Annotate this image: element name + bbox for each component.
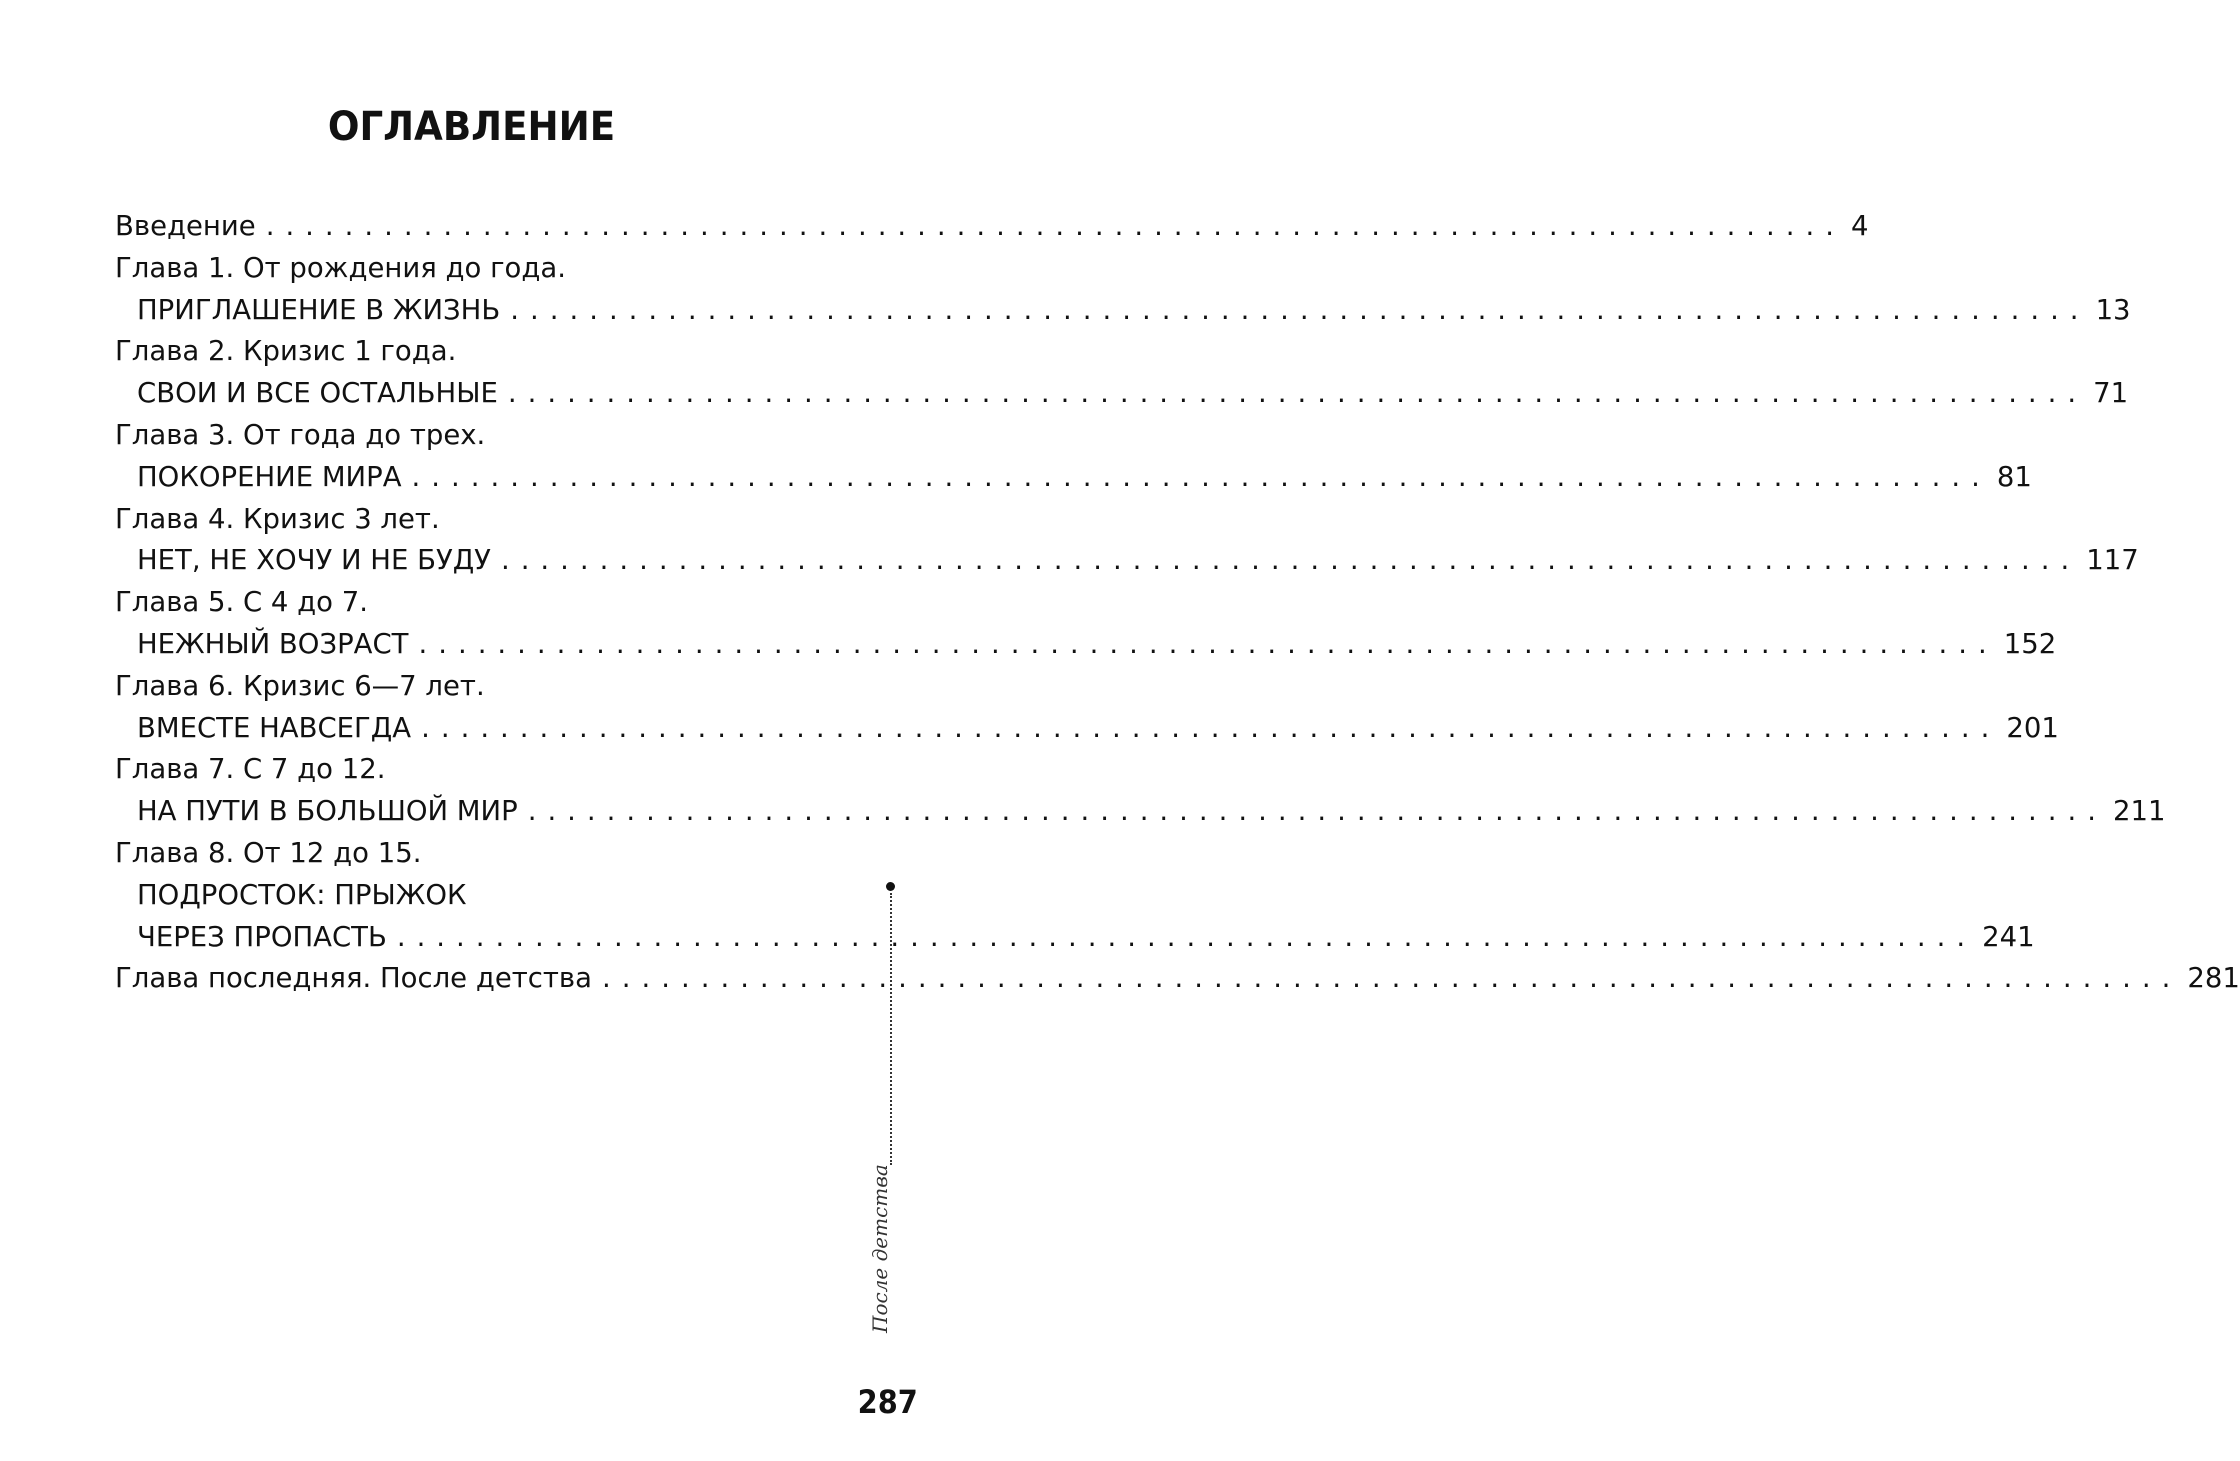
toc-entry [115,958,2240,1000]
toc-entry [115,373,2129,415]
dot-leader: ................................................................................ [527,795,2108,828]
toc-entry [115,290,2131,332]
table-of-contents [115,206,2240,1000]
toc-entry-title: Глава 6. Кризис 6—7 лет. [115,669,485,702]
toc-entry-title: Глава 3. От года до трех. [115,418,486,451]
toc-entry [115,457,2032,499]
dot-leader: ................................................................................ [507,377,2088,410]
toc-entry-page: 13 [2095,293,2131,326]
toc-entry [115,624,2057,666]
toc-entry-page: 281 [2187,962,2240,995]
dot-leader: ................................................................................ [411,460,1991,493]
toc-entry-page: 241 [1982,920,2035,953]
toc-entry [115,749,808,791]
toc-entry [115,206,1869,248]
toc-entry [115,415,808,457]
dot-leader: ................................................................................ [510,293,2090,326]
toc-entry-page: 201 [2006,711,2059,744]
toc-entry [115,331,808,373]
toc-entry-title: Глава 5. С 4 до 7. [115,586,368,619]
toc-entry-title: НА ПУТИ В БОЛЬШОЙ МИР [137,795,518,828]
toc-entry-title: ПРИГЛАШЕНИЕ В ЖИЗНЬ [137,293,501,326]
toc-entry-title: ПОКОРЕНИЕ МИРА [137,460,402,493]
dot-leader: ................................................................................ [418,627,1998,660]
toc-entry-title: ПОДРОСТОК: ПРЫЖОК [137,878,467,911]
toc-entry [115,540,2139,582]
toc-entry-title: СВОИ И ВСЕ ОСТАЛЬНЫЕ [137,377,498,410]
toc-entry-title: НЕЖНЫЙ ВОЗРАСТ [137,627,409,660]
toc-entry [115,708,2059,750]
toc-entry [115,833,808,875]
dot-leader: ................................................................................ [265,210,1846,242]
dot-leader: ................................................................................ [500,544,2081,577]
toc-entry-page: 81 [1996,460,2032,493]
toc-entry-page: 117 [2086,544,2139,577]
toc-entry-title: Глава 4. Кризис 3 лет. [115,502,440,535]
toc-entry-title: Глава 2. Кризис 1 года. [115,335,457,368]
toc-entry-page: 152 [2003,627,2057,660]
toc-entry-page: 211 [2113,795,2166,828]
toc-entry-title: Глава 1. От рождения до года. [115,251,566,284]
toc-entry-title: НЕТ, НЕ ХОЧУ И НЕ БУДУ [137,544,491,577]
toc-entry [115,917,2035,959]
page-number: 287 [857,1383,918,1421]
toc-entry-title: Глава 7. С 7 до 12. [115,753,386,786]
toc-entry-title: ВМЕСТЕ НАВСЕГДА [137,711,412,744]
toc-entry [115,248,808,290]
running-title: После детства [868,1164,892,1333]
page-title: ОГЛАВЛЕНИЕ [327,104,616,150]
toc-entry [115,791,2166,833]
toc-entry-page: 71 [2093,377,2129,410]
toc-entry-title: ЧЕРЕЗ ПРОПАСТЬ [137,920,387,953]
margin-dot-ornament [886,882,895,891]
toc-entry-title: Введение [115,210,256,242]
toc-entry-title: Глава последняя. После детства [115,962,592,995]
margin-dotted-rule [890,893,892,1165]
toc-entry-title: Глава 8. От 12 до 15. [115,836,422,869]
toc-entry [115,875,808,917]
toc-entry [115,582,808,624]
dot-leader: ................................................................................ [602,962,2182,995]
dot-leader: ................................................................................ [421,711,2001,744]
toc-entry [115,499,808,541]
toc-entry [115,666,808,708]
dot-leader: ................................................................................ [396,920,1977,953]
toc-entry-page: 4 [1851,210,1869,242]
